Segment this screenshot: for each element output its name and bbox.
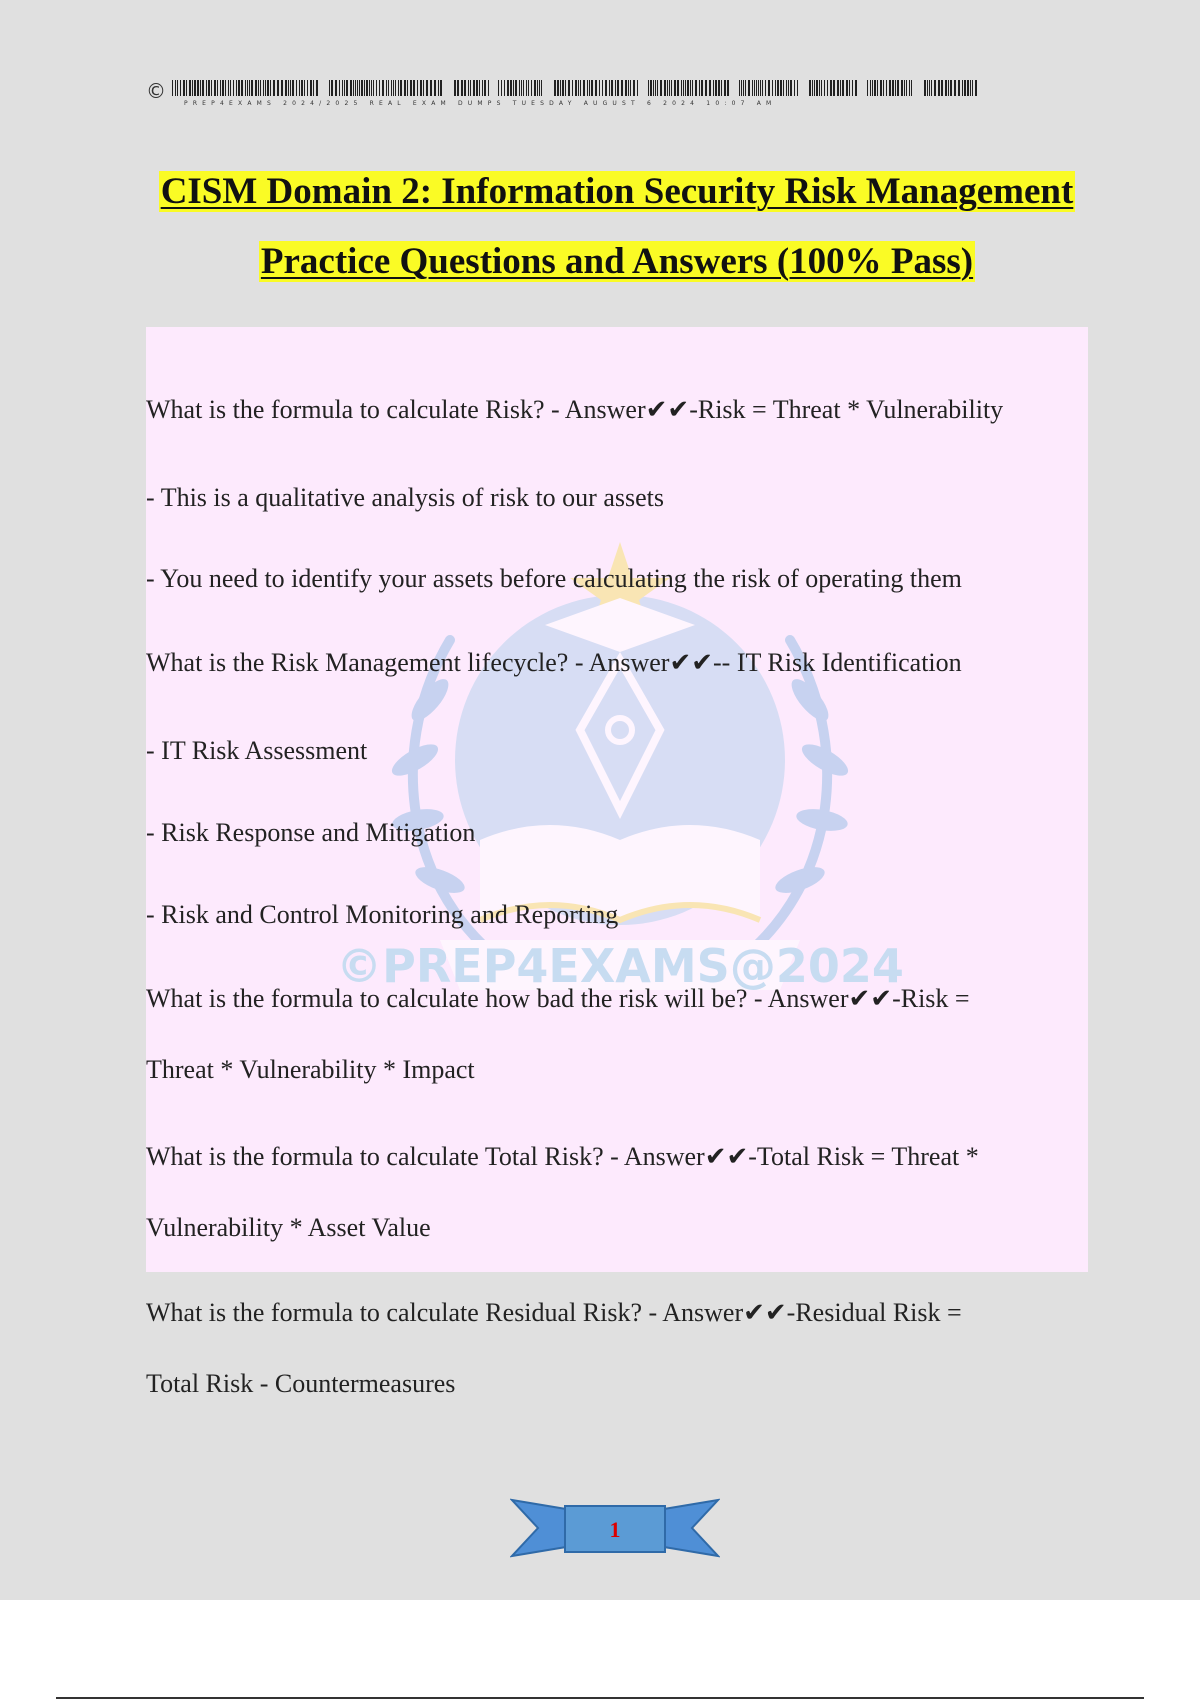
barcode-bar <box>583 80 585 96</box>
qa-line: - You need to identify your assets before calculating the risk of operating them <box>146 564 962 593</box>
document-title-line-1 <box>146 168 1088 216</box>
barcode-bar <box>386 80 387 96</box>
barcode-image <box>168 76 988 106</box>
qa-line: Vulnerability * Asset Value <box>146 1213 431 1242</box>
barcode-bar <box>945 80 947 96</box>
barcode-bar <box>580 80 581 96</box>
barcode-bar <box>664 80 666 96</box>
barcode-bar <box>220 80 221 96</box>
barcode-caption: PREP4EXAMS 2024/2025 REAL EXAM DUMPS TUESDAY AUGUST 6 2024 10:07 AM <box>184 100 777 106</box>
barcode-bar <box>625 80 627 96</box>
barcode-bar <box>528 80 529 96</box>
barcode-bar <box>391 80 392 96</box>
barcode-bar <box>438 80 439 96</box>
barcode-bar <box>962 80 963 96</box>
barcode-bar <box>901 80 903 96</box>
barcode-bar <box>560 80 561 96</box>
title-text-1: CISM Domain 2: Information Security Risk Management <box>160 171 1074 212</box>
barcode-bar <box>660 80 662 96</box>
barcode-bar <box>434 80 436 96</box>
barcode-bar <box>685 80 686 96</box>
barcode-bar <box>200 80 201 96</box>
barcode-bar <box>371 80 372 96</box>
barcode-bar <box>507 80 509 96</box>
barcode-bar <box>924 80 926 96</box>
barcode-bar <box>762 80 763 96</box>
barcode-bar <box>364 80 365 96</box>
barcode-bar <box>880 80 882 96</box>
barcode-bar <box>867 80 868 96</box>
qa-line: What is the formula to calculate Residual Risk? - Answer✔✔-Residual Risk = <box>146 1298 962 1327</box>
barcode-bar <box>906 80 907 96</box>
barcode-bar <box>967 80 969 96</box>
barcode-bar <box>395 80 396 96</box>
barcode-bar <box>382 80 384 96</box>
qa-line: - Risk Response and Mitigation <box>146 818 476 847</box>
barcode-bar <box>727 80 729 96</box>
barcode-bar <box>531 80 532 96</box>
barcode-bar <box>329 80 330 96</box>
barcode-bar <box>277 80 279 96</box>
barcode-bar <box>695 80 697 96</box>
barcode-bar <box>310 80 312 96</box>
barcode-bar <box>470 80 471 96</box>
barcode-bar <box>970 80 971 96</box>
barcode-bar <box>599 80 600 96</box>
barcode-bar <box>948 80 949 96</box>
barcode-bar <box>621 80 623 96</box>
barcode-bar <box>473 80 475 96</box>
barcode-bar <box>484 80 486 96</box>
barcode-bar <box>554 80 556 96</box>
barcode-bar <box>440 80 442 96</box>
barcode-bar <box>537 80 538 96</box>
barcode-bar <box>756 80 757 96</box>
barcode-bar <box>816 80 818 96</box>
barcode-bar <box>565 80 566 96</box>
barcode-bar <box>701 80 703 96</box>
barcode-bar <box>797 80 798 96</box>
barcode-bar <box>238 80 240 96</box>
barcode-bar <box>189 80 191 96</box>
barcode-bar <box>846 80 848 96</box>
barcode-bar <box>288 80 289 96</box>
barcode-bar <box>281 80 283 96</box>
barcode-bar <box>206 80 207 96</box>
barcode-bar <box>423 80 424 96</box>
barcode-bar <box>175 80 176 96</box>
barcode-bar <box>510 80 512 96</box>
qa-line: - Risk and Control Monitoring and Reporting <box>146 900 619 929</box>
barcode-bar <box>407 80 408 96</box>
barcode-bar <box>777 80 779 96</box>
barcode-bar <box>519 80 520 96</box>
barcode-bar <box>541 80 542 96</box>
barcode-bar <box>877 80 878 96</box>
barcode-bar <box>400 80 402 96</box>
barcode-bar <box>180 80 181 96</box>
barcode-bar <box>743 80 744 96</box>
barcode-bar <box>258 80 259 96</box>
barcode-bar <box>461 80 463 96</box>
barcode-bar <box>927 80 928 96</box>
barcode-bar <box>667 80 668 96</box>
barcode-bar <box>745 80 746 96</box>
header-barcode <box>146 76 988 106</box>
barcode-bar <box>539 80 540 96</box>
barcode-bar <box>568 80 570 96</box>
barcode-bar <box>270 80 271 96</box>
page-number: 1 <box>609 1517 621 1542</box>
barcode-bar <box>523 80 524 96</box>
barcode-bar <box>304 80 305 96</box>
barcode-bar <box>821 80 822 96</box>
barcode-bar <box>895 80 896 96</box>
barcode-bar <box>479 80 480 96</box>
barcode-bar <box>605 80 607 96</box>
barcode-bar <box>721 80 722 96</box>
barcode-bar <box>827 80 828 96</box>
barcode-bar <box>562 80 564 96</box>
barcode-bar <box>830 80 832 96</box>
document-title-line-2 <box>146 238 1088 286</box>
barcode-bar <box>595 80 597 96</box>
barcode-bar <box>669 80 670 96</box>
barcode-bar <box>388 80 389 96</box>
barcode-bar <box>557 80 559 96</box>
barcode-bar <box>758 80 759 96</box>
barcode-bar <box>373 80 374 96</box>
barcode-bar <box>677 80 679 96</box>
barcode-bar <box>247 80 248 96</box>
barcode-bar <box>299 80 300 96</box>
barcode-bar <box>617 80 619 96</box>
barcode-bar <box>361 80 363 96</box>
barcode-bar <box>653 80 654 96</box>
barcode-bar <box>681 80 682 96</box>
barcode-bar <box>366 80 368 96</box>
barcode-bar <box>772 80 773 96</box>
barcode-bar <box>575 80 577 96</box>
barcode-bar <box>671 80 672 96</box>
barcode-bar <box>534 80 536 96</box>
barcode-bar <box>255 80 257 96</box>
barcode-bar <box>692 80 693 96</box>
barcode-bar <box>359 80 360 96</box>
barcode-bar <box>972 80 973 96</box>
barcode-bar <box>194 80 196 96</box>
barcode-bar <box>938 80 940 96</box>
barcode-bar <box>251 80 253 96</box>
barcode-bar <box>633 80 635 96</box>
barcode-bar <box>476 80 478 96</box>
barcode-bar <box>870 80 871 96</box>
barcode-bar <box>637 80 638 96</box>
title-text-2: Practice Questions and Answers (100% Pass) <box>260 241 974 282</box>
barcode-bar <box>855 80 857 96</box>
barcode-bar <box>872 80 873 96</box>
barcode-bar <box>172 80 173 96</box>
qa-line: What is the Risk Management lifecycle? - Answer✔✔-- IT Risk Identification <box>146 648 962 677</box>
barcode-bar <box>650 80 652 96</box>
barcode-bar <box>687 80 689 96</box>
barcode-bar <box>889 80 891 96</box>
barcode-bar <box>754 80 755 96</box>
watermark-logo <box>330 520 910 1060</box>
barcode-bar <box>228 80 229 96</box>
barcode-bar <box>186 80 187 96</box>
barcode-bar <box>260 80 261 96</box>
barcode-bar <box>812 80 813 96</box>
barcode-bar <box>765 80 766 96</box>
barcode-bar <box>413 80 415 96</box>
barcode-bar <box>886 80 887 96</box>
qa-line: What is the formula to calculate how bad the risk will be? - Answer✔✔-Risk = <box>146 984 970 1013</box>
barcode-bar <box>819 80 820 96</box>
barcode-bar <box>954 80 956 96</box>
barcode-bar <box>177 80 178 96</box>
barcode-bar <box>526 80 527 96</box>
barcode-bar <box>958 80 960 96</box>
barcode-bar <box>236 80 237 96</box>
barcode-bar <box>718 80 720 96</box>
barcode-bar <box>699 80 700 96</box>
barcode-bar <box>273 80 275 96</box>
barcode-bar <box>290 80 291 96</box>
barcode-bar <box>724 80 726 96</box>
barcode-bar <box>752 80 753 96</box>
barcode-bar <box>849 80 850 96</box>
barcode-bar <box>344 80 345 96</box>
qa-line: Total Risk - Countermeasures <box>146 1369 456 1398</box>
barcode-bar <box>241 80 243 96</box>
qa-line: Threat * Vulnerability * Impact <box>146 1055 475 1084</box>
barcode-bar <box>790 80 792 96</box>
barcode-bar <box>904 80 905 96</box>
qa-line: - IT Risk Assessment <box>146 736 368 765</box>
barcode-bar <box>934 80 936 96</box>
barcode-bar <box>690 80 691 96</box>
barcode-bar <box>217 80 218 96</box>
barcode-bar <box>628 80 629 96</box>
barcode-bar <box>267 80 269 96</box>
barcode-bar <box>874 80 876 96</box>
barcode-bar <box>683 80 684 96</box>
barcode-bar <box>292 80 294 96</box>
barcode-bar <box>296 80 297 96</box>
barcode-bar <box>249 80 250 96</box>
barcode-bar <box>780 80 782 96</box>
barcode-bar <box>482 80 483 96</box>
barcode-bar <box>313 80 314 96</box>
barcode-bar <box>674 80 676 96</box>
barcode-bar <box>833 80 835 96</box>
barcode-bar <box>369 80 370 96</box>
barcode-bar <box>788 80 789 96</box>
barcode-bar <box>393 80 394 96</box>
barcode-bar <box>768 80 770 96</box>
barcode-bar <box>911 80 912 96</box>
barcode-bar <box>335 80 337 96</box>
barcode-bar <box>222 80 224 96</box>
barcode-bar <box>630 80 631 96</box>
barcode-bar <box>285 80 287 96</box>
barcode-bar <box>504 80 505 96</box>
barcode-bar <box>783 80 784 96</box>
barcode-bar <box>513 80 514 96</box>
barcode-bar <box>346 80 348 96</box>
qa-line: What is the formula to calculate Risk? - Answer✔✔-Risk = Threat * Vulnerability <box>146 395 1004 424</box>
barcode-bar <box>464 80 466 96</box>
barcode-bar <box>715 80 717 96</box>
barcode-bar <box>430 80 432 96</box>
barcode-bar <box>197 80 199 96</box>
barcode-bar <box>211 80 212 96</box>
barcode-bar <box>748 80 750 96</box>
barcode-bar <box>909 80 910 96</box>
barcode-bar <box>840 80 841 96</box>
barcode-bar <box>950 80 952 96</box>
barcode-bar <box>417 80 418 96</box>
barcode-bar <box>941 80 943 96</box>
barcode-bar <box>454 80 456 96</box>
watermark-text: ©PREP4EXAMS@2024 <box>336 939 904 993</box>
barcode-bar <box>515 80 517 96</box>
barcode-bar <box>202 80 204 96</box>
barcode-bar <box>709 80 711 96</box>
barcode-bar <box>892 80 894 96</box>
barcode-bar <box>183 80 185 96</box>
barcode-bar <box>587 80 588 96</box>
barcode-bar <box>208 80 210 96</box>
barcode-bar <box>410 80 412 96</box>
barcode-bar <box>353 80 354 96</box>
barcode-bar <box>964 80 966 96</box>
barcode-bar <box>331 80 333 96</box>
barcode-bar <box>842 80 844 96</box>
bottom-divider <box>56 1697 1144 1699</box>
barcode-bar <box>307 80 308 96</box>
barcode-bar <box>233 80 234 96</box>
barcode-bar <box>245 80 246 96</box>
barcode-bar <box>739 80 740 96</box>
barcode-bar <box>648 80 649 96</box>
barcode-bar <box>975 80 977 96</box>
barcode-bar <box>230 80 231 96</box>
barcode-bar <box>192 80 193 96</box>
barcode-bar <box>705 80 707 96</box>
barcode-bar <box>809 80 811 96</box>
barcode-bar <box>572 80 573 96</box>
barcode-bar <box>376 80 377 96</box>
barcode-bar <box>498 80 499 96</box>
barcode-bar <box>591 80 593 96</box>
barcode-bar <box>883 80 884 96</box>
barcode-bar <box>521 80 522 96</box>
barcode-bar <box>350 80 352 96</box>
barcode-bar <box>342 80 343 96</box>
barcode-bar <box>775 80 776 96</box>
barcode-bar <box>214 80 216 96</box>
barcode-bar <box>657 80 658 96</box>
barcode-bar <box>488 80 489 96</box>
barcode-bar <box>931 80 932 96</box>
barcode-bar <box>837 80 839 96</box>
barcode-bar <box>760 80 761 96</box>
barcode-bar <box>897 80 899 96</box>
barcode-bar <box>404 80 406 96</box>
barcode-bar <box>741 80 742 96</box>
barcode-bar <box>501 80 502 96</box>
barcode-bar <box>655 80 656 96</box>
barcode-bar <box>263 80 264 96</box>
barcode-bar <box>457 80 459 96</box>
barcode-bar <box>301 80 303 96</box>
barcode-bar <box>713 80 714 96</box>
barcode-bar <box>379 80 380 96</box>
barcode-bar <box>852 80 853 96</box>
barcode-bar <box>355 80 356 96</box>
barcode-bar <box>398 80 399 96</box>
copyright-symbol: © <box>146 79 166 103</box>
barcode-bar <box>265 80 266 96</box>
barcode-bar <box>794 80 795 96</box>
barcode-bar <box>426 80 428 96</box>
barcode-bar <box>602 80 603 96</box>
barcode-bar <box>339 80 340 96</box>
barcode-bar <box>929 80 930 96</box>
barcode-bar <box>786 80 787 96</box>
barcode-bar <box>814 80 815 96</box>
barcode-bar <box>824 80 825 96</box>
qa-line: - This is a qualitative analysis of risk to our assets <box>146 483 664 512</box>
qa-line: What is the formula to calculate Total Risk? - Answer✔✔-Total Risk = Threat * <box>146 1142 979 1171</box>
barcode-bar <box>225 80 226 96</box>
barcode-bar <box>615 80 616 96</box>
barcode-bar <box>357 80 358 96</box>
barcode-bar <box>468 80 469 96</box>
barcode-bar <box>589 80 590 96</box>
barcode-bar <box>578 80 579 96</box>
barcode-bar <box>611 80 613 96</box>
barcode-bar <box>316 80 318 96</box>
barcode-bar <box>609 80 610 96</box>
barcode-bar <box>420 80 422 96</box>
